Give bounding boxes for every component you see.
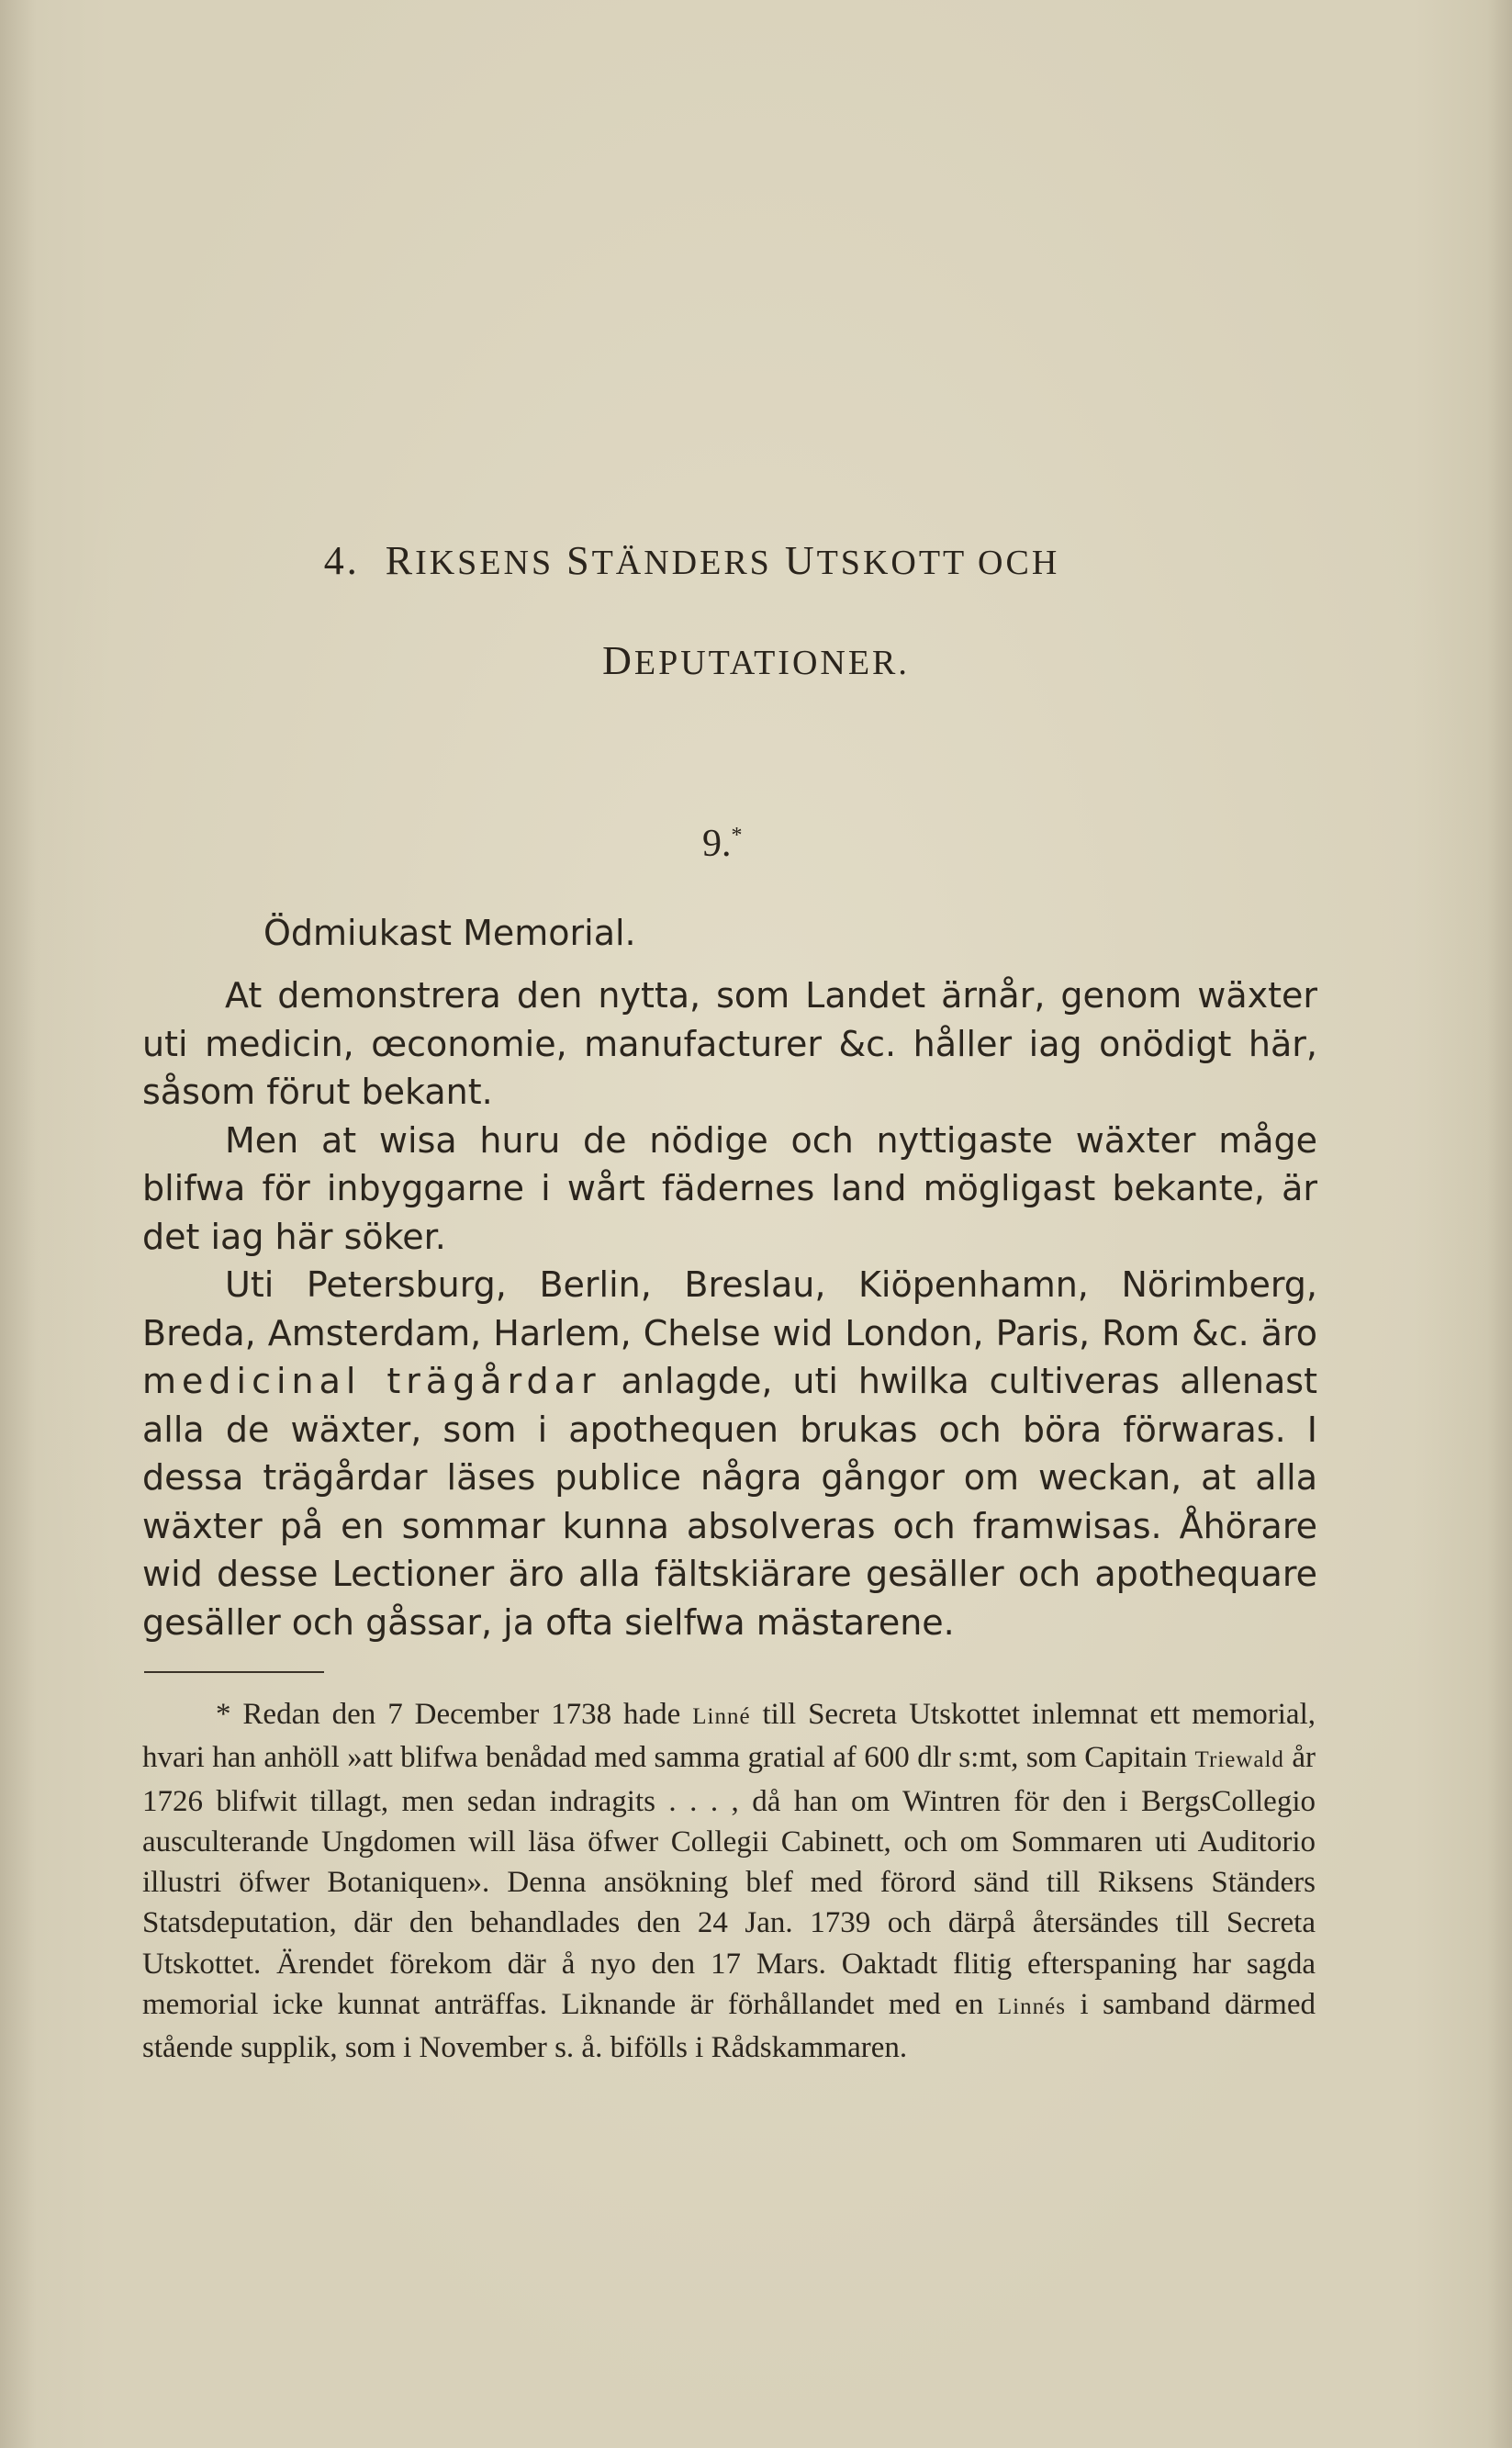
name-linne: Linné: [692, 1704, 751, 1729]
section-heading-line-2: DEPUTATIONER.: [602, 638, 910, 683]
footnote-marker: *: [731, 824, 743, 848]
footnote: * Redan den 7 December 1738 hade Linné till Secreta Utskottet inlemnat ett memorial, hvari han anhöll »att blifwa benådad med samma gratial af 600 dlr s:mt, som Capitain Triewald år 1726 blifwit tillagt, men sedan indragits . . . , då han om Wintren för den i BergsCollegio ausculterande Ungdomen will läsa öfwer Collegii Cabinett, och om Sommaren uti Auditorio illustri öfwer Botaniquen». Denna ansökning blef med förord sänd till Riksens Ständers Statsdeputation, där den behandlades den 24 Jan. 1739 och därpå återsändes till Secreta Utskottet. Ärendet förekom där å nyo den 17 Mars. Oaktadt flitig efterspaning har sagda memorial icke kunnat anträffas. Liknande är förhållandet med en Linnés i samband därmed stående supplik, som i November s. å. bifölls i Rådskammaren.: [142, 1698, 1316, 2065]
paragraph-1: At demonstrera den nytta, som Landet ärnår, genom wäxter uti medicin, œconomie, manufacturer &c. håller iag onödigt här, såsom förut bekant.: [142, 975, 1317, 1112]
section-number: 4.: [323, 538, 360, 583]
spaced-emphasis: medicinal trägårdar: [142, 1361, 601, 1401]
section-heading-line-1: 4. RIKSENS STÄNDERS UTSKOTT OCH: [323, 538, 1060, 583]
memorial-body: [142, 971, 1317, 1646]
footnote-divider: [144, 1671, 324, 1673]
name-linnes: Linnés: [997, 1994, 1066, 2020]
name-triewald: Triewald: [1194, 1747, 1284, 1773]
document-number: 9.*: [702, 823, 743, 865]
paragraph-3: Uti Petersburg, Berlin, Breslau, Kiöpenhamn, Nörimberg, Breda, Amsterdam, Harlem, Chelse wid London, Paris, Rom &c. äro medicinal trägårdar anlagde, uti hwilka cultiveras allenast alla de wäxter, som i apothequen brukas och böra förwaras. I dessa trägårdar läses publice några gångor om weckan, at alla wäxter på en sommar kunna absolveras och framwisas. Åhörare wid desse Lectioner äro alla fältskiärare gesäller och apothequare gesäller och gåssar, ja ofta sielfwa mästarene.: [142, 1264, 1318, 1643]
paragraph-2: Men at wisa huru de nödige och nyttigaste wäxter måge blifwa för inbyggarne i wårt fädernes land mögligast bekante, är det iag här söker.: [142, 1119, 1317, 1257]
memorial-salutation: Ödmiukast Memorial.: [263, 913, 636, 953]
